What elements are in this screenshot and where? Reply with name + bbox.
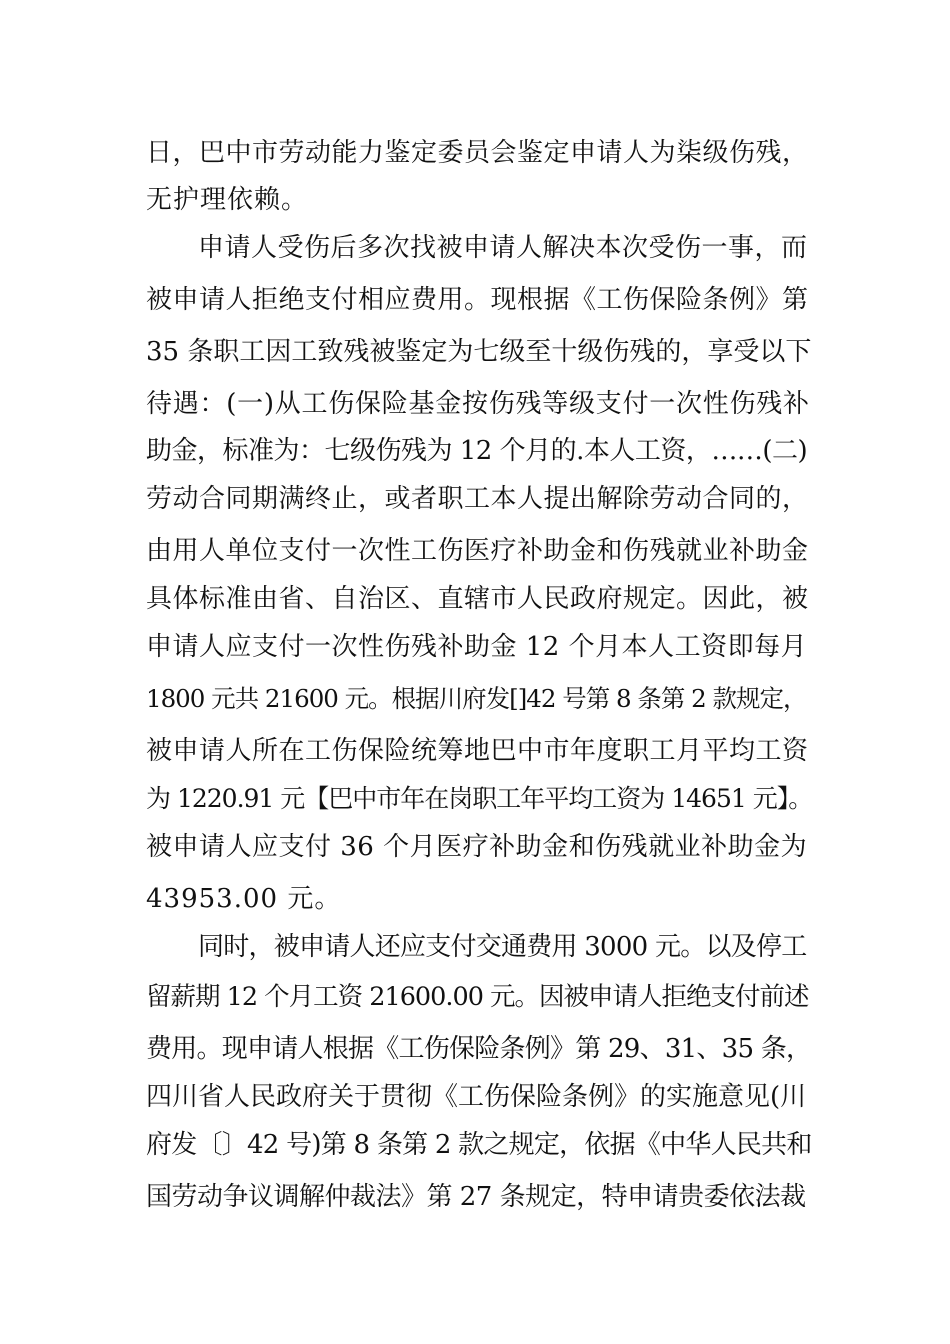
text-line: 四川省人民政府关于贯彻《工伤保险条例》的实施意见(川: [146, 1082, 807, 1112]
text-line: 具体标准由省、自治区、直辖市人民政府规定。因此，被: [146, 584, 809, 614]
text-line: 助金，标准为：七级伤残为 12 个月的.本人工资，……(二): [146, 436, 808, 466]
text-line: 43953.00 元。: [146, 884, 342, 914]
text-line: 被申请人所在工伤保险统筹地巴中市年度职工月平均工资: [146, 736, 809, 766]
text-line: 申请人应支付一次性伤残补助金 12 个月本人工资即每月: [146, 632, 808, 662]
text-line: 35 条职工因工致残被鉴定为七级至十级伤残的，享受以下: [146, 337, 812, 367]
text-line: 被申请人拒绝支付相应费用。现根据《工伤保险条例》第: [146, 285, 809, 315]
text-line: 待遇：(一)从工伤保险基金按伤残等级支付一次性伤残补: [146, 389, 810, 419]
text-line: 由用人单位支付一次性工伤医疗补助金和伤残就业补助金: [146, 536, 809, 566]
text-line: 无护理依赖。: [146, 185, 309, 215]
paragraph-start-line: 同时，被申请人还应支付交通费用 3000 元。以及停工: [198, 932, 807, 962]
text-line: 府发〔〕42 号)第 8 条第 2 款之规定，依据《中华人民共和: [146, 1130, 812, 1160]
text-line: 费用。现申请人根据《工伤保险条例》第 29、31、35 条，: [146, 1034, 812, 1064]
text-line: 劳动合同期满终止，或者职工本人提出解除劳动合同的，: [146, 484, 809, 514]
text-line: 为 1220.91 元【巴中市年在岗职工年平均工资为 14651 元】。: [146, 784, 813, 813]
text-line: 被申请人应支付 36 个月医疗补助金和伤残就业补助金为: [146, 832, 808, 862]
text-line: 国劳动争议调解仲裁法》第 27 条规定，特申请贵委依法裁: [146, 1182, 806, 1212]
paragraph-start-line: 申请人受伤后多次找被申请人解决本次受伤一事，而: [198, 233, 808, 263]
text-line: 留薪期 12 个月工资 21600.00 元。因被申请人拒绝支付前述: [146, 982, 809, 1012]
text-line: 日，巴中市劳动能力鉴定委员会鉴定申请人为柒级伤残，: [146, 138, 809, 168]
text-line: 1800 元共 21600 元。根据川府发[]42 号第 8 条第 2 款规定，: [146, 684, 807, 713]
